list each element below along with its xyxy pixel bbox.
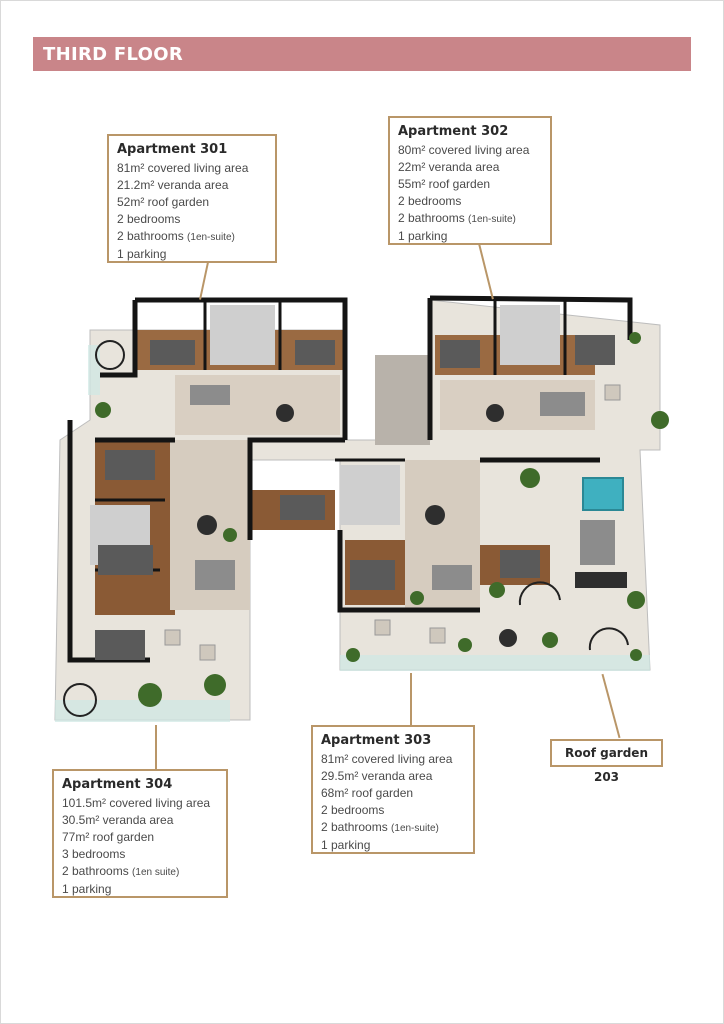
glass-railing-301 [88, 345, 100, 395]
apartment-302-covered: 80m² covered living area [398, 143, 530, 157]
apartment-301-box [107, 134, 277, 263]
apartment-303-box [311, 725, 475, 854]
apartment-301-bathrooms: 2 bathrooms (1en-suite) [117, 229, 235, 243]
apartment-301-covered: 81m² covered living area [117, 161, 249, 175]
apartment-301-parking: 1 parking [117, 247, 167, 261]
apartment-301-veranda: 21.2m² veranda area [117, 178, 229, 192]
roof-garden-pool [583, 478, 623, 510]
leader-303 [410, 673, 412, 726]
apartment-302-bathrooms: 2 bathrooms (1en-suite) [398, 211, 516, 225]
apartment-302-bedrooms: 2 bedrooms [398, 194, 462, 208]
apartment-303-parking: 1 parking [321, 838, 371, 852]
stairwell [375, 355, 430, 445]
apartment-304-roof: 77m² roof garden [62, 830, 155, 844]
apartment-304-bathrooms: 2 bathrooms (1en suite) [62, 864, 180, 878]
roof-garden-203-label: Roof garden 203 [550, 739, 663, 767]
apartment-303-bedrooms: 2 bedrooms [321, 803, 385, 817]
floor-title: THIRD FLOOR [43, 44, 183, 65]
leader-304 [155, 725, 157, 770]
apartment-303-title: Apartment 303 [321, 733, 432, 748]
apartment-303-veranda: 29.5m² veranda area [321, 769, 433, 783]
apartment-302-title: Apartment 302 [398, 124, 509, 139]
apartment-302-box [388, 116, 552, 245]
bathroom-302 [500, 305, 560, 365]
apartment-304-veranda: 30.5m² veranda area [62, 813, 174, 827]
apartment-303-covered: 81m² covered living area [321, 752, 453, 766]
apartment-303-roof: 68m² roof garden [321, 786, 414, 800]
apartment-303-bathrooms: 2 bathrooms (1en-suite) [321, 820, 439, 834]
apartment-304-title: Apartment 304 [62, 777, 173, 792]
bathroom-301 [210, 305, 275, 365]
apartment-302-parking: 1 parking [398, 229, 448, 243]
apartment-302-roof: 55m² roof garden [398, 177, 491, 191]
apartment-301-title: Apartment 301 [117, 142, 228, 157]
apartment-304-bedrooms: 3 bedrooms [62, 847, 126, 861]
apartment-301-roof: 52m² roof garden [117, 195, 210, 209]
apartment-302-veranda: 22m² veranda area [398, 160, 500, 174]
apartment-304-parking: 1 parking [62, 882, 112, 896]
apartment-304-covered: 101.5m² covered living area [62, 796, 211, 810]
bathroom-303 [340, 465, 400, 525]
apartment-301-bedrooms: 2 bedrooms [117, 212, 181, 226]
apartment-304-box [52, 769, 228, 898]
glass-railing-303 [340, 655, 650, 671]
